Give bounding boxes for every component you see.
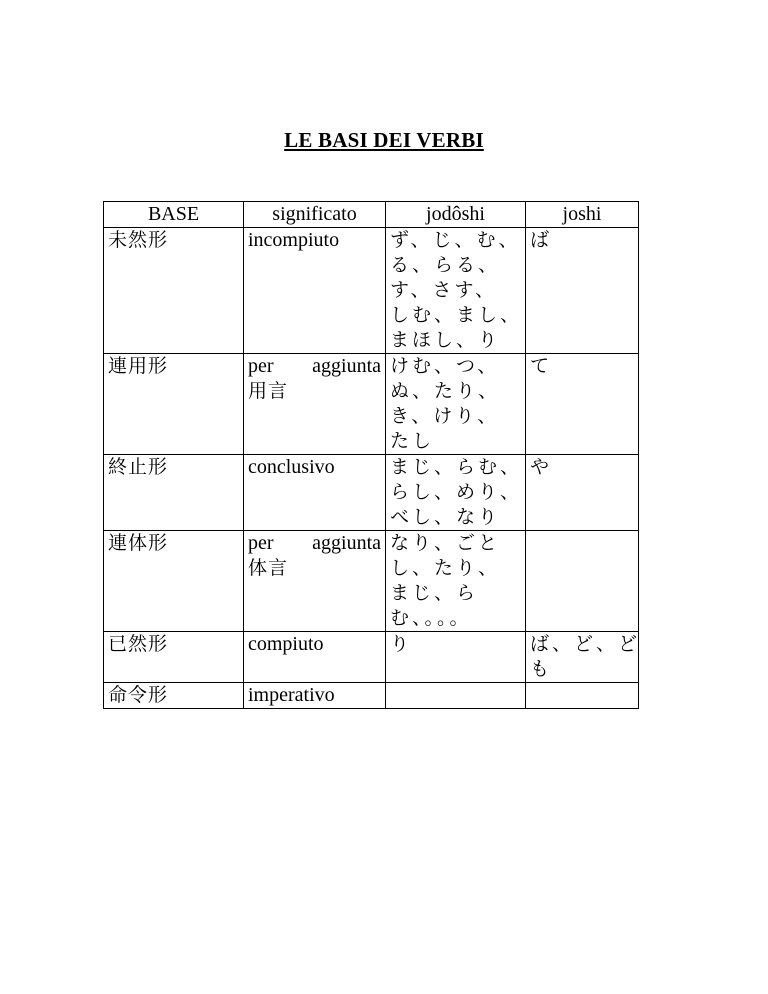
significato-cell [244,683,386,709]
jodoshi-line: まほし、り [390,329,501,351]
table-header-row [104,202,639,228]
jodoshi-line: まじ、ら [390,582,479,604]
header-base: BASE [104,202,244,228]
table-row [104,683,639,709]
significato-cell [244,455,386,531]
jodoshi-line: し、たり、 [390,557,501,579]
base-cell: 終止形 [104,455,244,531]
joshi-line: て [530,355,553,377]
significato-line: 用言 [248,380,289,402]
header-significato: significato [244,202,386,228]
jodoshi-cell [386,683,526,709]
jodoshi-line: す、さす、 [390,279,497,301]
jodoshi-line: まじ、らむ、 [390,456,523,478]
significato-line: conclusivo [248,456,335,478]
jodoshi-line: り [390,633,413,655]
jodoshi-line: む、。。。 [390,607,472,629]
table-row [104,455,639,531]
jodoshi-cell [386,228,526,354]
joshi-cell [526,683,639,709]
base-cell: 連用形 [104,354,244,455]
joshi-cell [526,228,639,354]
significato-line: compiuto [248,633,324,655]
jodoshi-line: しむ、まし、 [390,304,523,326]
table-row [104,228,639,354]
jodoshi-cell [386,455,526,531]
verb-bases-table [103,201,639,709]
jodoshi-line: べし、なり [390,506,501,528]
jodoshi-cell [386,632,526,683]
jodoshi-cell [386,354,526,455]
joshi-cell [526,531,639,632]
joshi-line: や [530,456,553,478]
jodoshi-cell [386,531,526,632]
significato-cell [244,632,386,683]
joshi-line: も [530,658,553,680]
header-joshi: joshi [526,202,639,228]
base-cell: 命令形 [104,683,244,709]
significato-line: imperativo [248,684,335,706]
jodoshi-line: なり、ごと [390,532,501,554]
base-cell: 已然形 [104,632,244,683]
base-cell: 連体形 [104,531,244,632]
table-row [104,354,639,455]
jodoshi-line: らし、めり、 [390,481,523,503]
significato-line: 体言 [248,557,289,579]
significato-line: per aggiunta [248,532,381,554]
significato-cell [244,354,386,455]
significato-cell [244,531,386,632]
significato-line: incompiuto [248,229,340,251]
joshi-cell [526,455,639,531]
significato-line: per aggiunta [248,355,381,377]
joshi-cell [526,632,639,683]
table-row [104,531,639,632]
joshi-cell [526,354,639,455]
joshi-line: ば [530,229,553,251]
jodoshi-line: き、けり、 [390,405,500,427]
header-jodoshi: jodôshi [386,202,526,228]
significato-cell [244,228,386,354]
jodoshi-line: る、らる、 [390,254,501,276]
jodoshi-line: ぬ、たり、 [390,380,501,402]
base-cell: 未然形 [104,228,244,354]
document-title: LE BASI DEI VERBI [284,128,484,152]
jodoshi-line: けむ、つ、 [390,355,500,377]
joshi-line: ば、ど、ど [530,633,641,655]
jodoshi-line: たし [390,430,435,452]
table-row [104,632,639,683]
jodoshi-line: ず、じ、む、 [390,229,521,251]
